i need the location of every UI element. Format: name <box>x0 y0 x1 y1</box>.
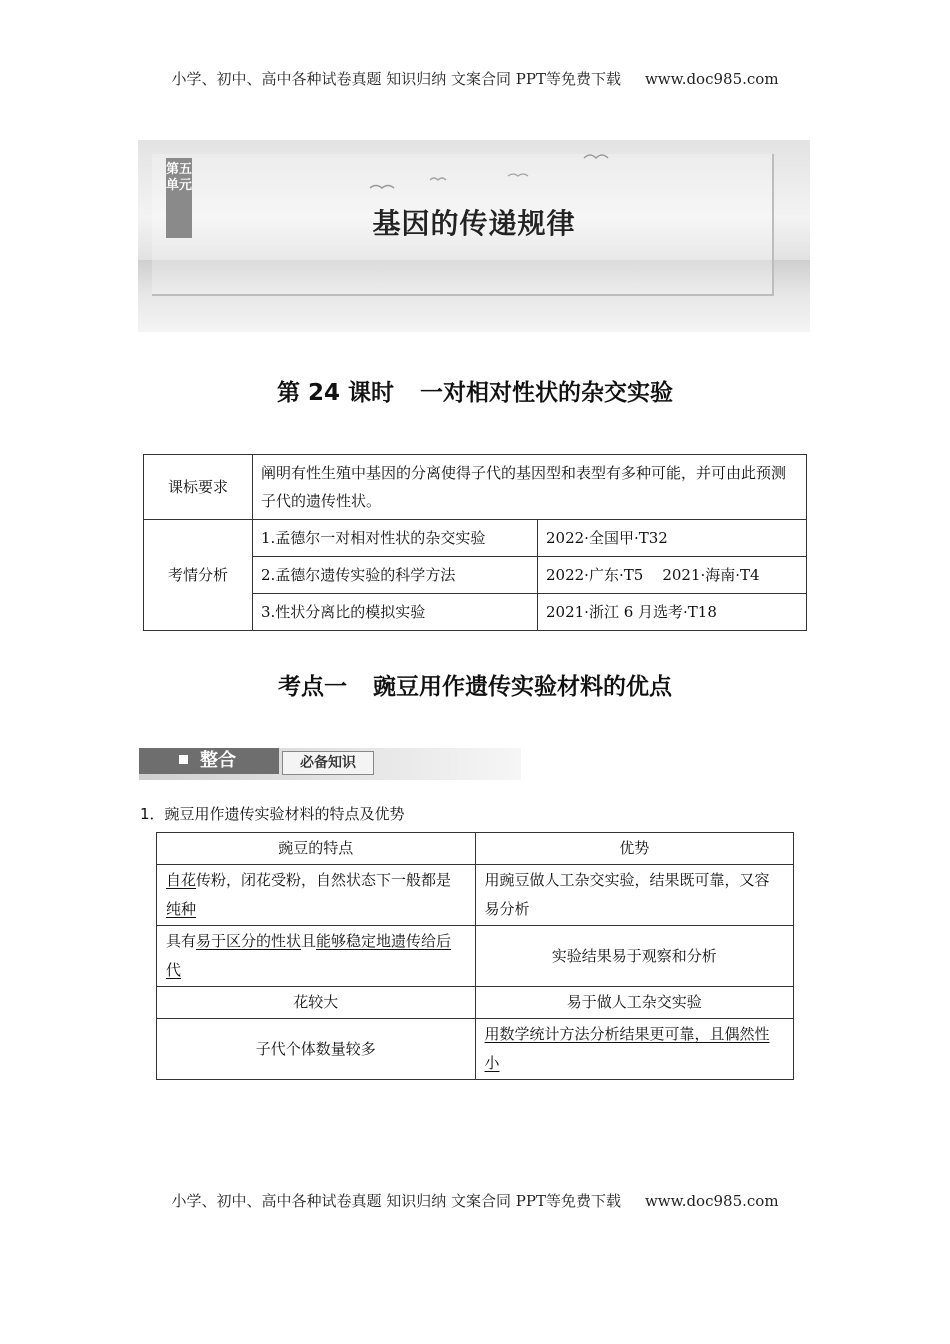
feature-cell: 子代个体数量较多 <box>157 1019 476 1080</box>
lesson-name: 一对相对性状的杂交实验 <box>420 380 674 406</box>
page-footer <box>0 1190 950 1211</box>
cell-text: 传粉，闭花受粉，自然状态下一般都是 <box>196 871 452 889</box>
table-row <box>157 987 794 1019</box>
table-row <box>144 455 807 520</box>
header-cell: 豌豆的特点 <box>157 833 476 865</box>
page-header <box>0 68 950 89</box>
features-table <box>156 832 794 1080</box>
bar-light-label: 必备知识 <box>282 751 374 775</box>
header-text: 小学、初中、高中各种试卷真题 知识归纳 文案合同 PPT等免费下载 <box>171 70 621 88</box>
lesson-number: 第 24 课时 <box>276 380 395 406</box>
header-cell: 优势 <box>475 833 794 865</box>
kebiao-text: 阐明有性生殖中基因的分离使得子代的基因型和表型有多种可能，并可由此预测子代的遗传性状。 <box>253 455 807 520</box>
cell-text: 具有 <box>166 932 197 950</box>
table-row <box>157 865 794 926</box>
blank-answer: 能够稳定地遗传给后代 <box>166 932 452 979</box>
bar-dark <box>139 748 279 774</box>
kaoqing-label: 考情分析 <box>144 520 253 631</box>
feature-cell <box>157 926 476 987</box>
table-row <box>157 926 794 987</box>
blank-answer: 用数学统计方法分析结果更可靠，且偶然性小 <box>484 1025 770 1072</box>
advantage-cell <box>475 1019 794 1080</box>
footer-site[interactable]: www.doc985.com <box>644 1192 779 1210</box>
cell-text: 且 <box>301 932 317 950</box>
kebiao-label: 课标要求 <box>144 455 253 520</box>
source-cell: 2021·浙江 6 月选考·T18 <box>538 594 807 631</box>
topic-cell: 2.孟德尔遗传实验的科学方法 <box>253 557 538 594</box>
unit-title: 基因的传递规律 <box>372 207 576 240</box>
feature-cell: 花较大 <box>157 987 476 1019</box>
advantage-cell: 用豌豆做人工杂交实验，结果既可靠，又容易分析 <box>475 865 794 926</box>
table-row <box>144 520 807 557</box>
advantage-cell: 易于做人工杂交实验 <box>475 987 794 1019</box>
knowledge-bar <box>139 748 521 780</box>
section-label: 考点一 <box>278 674 347 700</box>
section-title <box>0 668 950 701</box>
bar-dark-label: 整合 <box>200 750 236 771</box>
topic-cell: 1.孟德尔一对相对性状的杂交实验 <box>253 520 538 557</box>
advantage-cell: 实验结果易于观察和分析 <box>475 926 794 987</box>
topic-cell: 3.性状分离比的模拟实验 <box>253 594 538 631</box>
unit-tag: 第五单元 <box>166 158 192 238</box>
section-name: 豌豆用作遗传实验材料的优点 <box>373 674 672 700</box>
footer-text: 小学、初中、高中各种试卷真题 知识归纳 文案合同 PPT等免费下载 <box>171 1192 621 1210</box>
table-row <box>157 833 794 865</box>
source-cell: 2022·全国甲·T32 <box>538 520 807 557</box>
header-site[interactable]: www.doc985.com <box>644 70 779 88</box>
table-row <box>157 1019 794 1080</box>
lesson-title <box>0 374 950 407</box>
blank-answer: 纯种 <box>166 900 197 918</box>
square-icon <box>179 755 188 764</box>
subsection-title: 1．豌豆用作遗传实验材料的特点及优势 <box>140 805 405 823</box>
unit-banner <box>138 140 810 332</box>
source-cell: 2022·广东·T5 2021·海南·T4 <box>538 557 807 594</box>
feature-cell <box>157 865 476 926</box>
requirements-table <box>143 454 807 631</box>
blank-answer: 自花 <box>166 871 197 889</box>
blank-answer: 易于区分的性状 <box>196 932 302 950</box>
